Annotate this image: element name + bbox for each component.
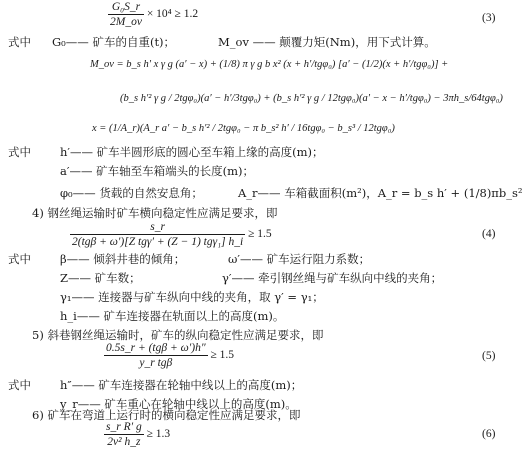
eq3-expression (108, 0, 198, 29)
eq3-rest: × 10⁴ ≥ 1.2 (146, 8, 199, 21)
mov-formula-line1: M_ov = b_s h′ x γ g (a′ − x) + (1/8) π γ g b x² (x + h′/tgφ₀) [a′ − (1/2)(x + h′/tgφ₀)] + (90, 59, 449, 70)
def-a-prime: a′—— 矿车轴至车箱端头的长度(m)； (60, 164, 254, 178)
eq4-denominator: 2(tgβ + ω′)[Z tgγ′ + (Z − 1) tgγ₁] h_i (72, 236, 244, 248)
eq4-rest: ≥ 1.5 (248, 228, 272, 241)
item6-text: 6) 矿车在弯道上运行时的横向稳定性应满足要求，即 (32, 408, 301, 422)
eq6-fraction (104, 420, 144, 449)
eq3-fraction (108, 0, 144, 29)
def-ar: A_r—— 车箱截面积(m²)，A_r = b_s h′ + (1/8)πb_s² (238, 186, 522, 200)
eq4-fraction (70, 220, 245, 249)
where-label-defs3: 式中 (8, 378, 31, 392)
def-h-double-prime: h″—— 矿车连接器在轮轴中线以上的高度(m)； (60, 378, 303, 392)
def-gamma1: γ₁—— 连接器与矿车纵向中线的夹角，取 γ′ = γ₁； (60, 290, 324, 304)
eq6-rest: ≥ 1.3 (146, 428, 171, 441)
eq5-expression (104, 341, 234, 370)
eq5-denominator: y_r tgβ (139, 357, 173, 369)
eq5-number: (5) (482, 350, 496, 362)
eq4-expression (70, 220, 272, 249)
def-h-prime: h′—— 矿车半圆形底的圆心至车箱上缘的高度(m)； (60, 145, 324, 159)
def-gamma: γ′—— 牵引钢丝绳与矿车纵向中线的夹角； (222, 271, 443, 285)
def-beta: β—— 倾斜井巷的倾角； (60, 252, 186, 266)
eq4-number: (4) (482, 228, 496, 240)
item5-text: 5) 斜巷钢丝绳运输时，矿车的纵向稳定性应满足要求，即 (32, 328, 324, 342)
eq6-number: (6) (482, 428, 496, 440)
def-mov: M_ov —— 颠覆力矩(Nm)，用下式计算。 (218, 35, 436, 49)
def-omega: ω′—— 矿车运行阻力系数； (228, 252, 371, 266)
eq3-numerator: G₀S_r (108, 0, 144, 15)
def-z: Z—— 矿车数； (60, 271, 141, 285)
eq4-numerator: s_r (70, 220, 245, 235)
eq3-number: (3) (482, 12, 496, 24)
where-label-defs2: 式中 (8, 252, 31, 266)
eq6-numerator: s_r R′ g (106, 421, 142, 433)
eq5-fraction (104, 341, 208, 370)
where-label-3: 式中 (8, 35, 31, 49)
where-label-defs1: 式中 (8, 145, 31, 159)
mov-formula-line2: (b_s h′² γ g / 2tgφ₀)(a′ − h′/3tgφ₀) + (b_s h′² γ g / 12tgφ₀)(a′ − x − h′/tgφ₀) − 3πh_s/64tgφ₀) (120, 93, 503, 104)
eq5-rest: ≥ 1.5 (210, 349, 235, 362)
eq6-expression (104, 420, 170, 449)
def-yr: y_r—— 矿车重心在轮轴中线以上的高度(m)。 (60, 397, 297, 411)
eq3-denominator: 2M_ov (110, 16, 142, 28)
def-hi: h_i—— 矿车连接器在轨面以上的高度(m)。 (60, 309, 285, 323)
x-formula: x = (1/A_r)(A_r a′ − b_s h′² / 2tgφ₀ − π b_s² h′ / 16tgφ₀ − b_s³ / 12tgφ₀) (92, 123, 395, 134)
def-phi0: φ₀—— 货载的自然安息角； (60, 186, 203, 200)
eq6-denominator: 2v² h_z (107, 436, 141, 448)
eq5-numerator: 0.5s_r + (tgβ + ω′)h″ (106, 342, 206, 354)
def-g0: G₀—— 矿车的自重(t)； (52, 35, 176, 49)
item4-text: 4) 钢丝绳运输时矿车横向稳定性应满足要求，即 (32, 206, 278, 220)
